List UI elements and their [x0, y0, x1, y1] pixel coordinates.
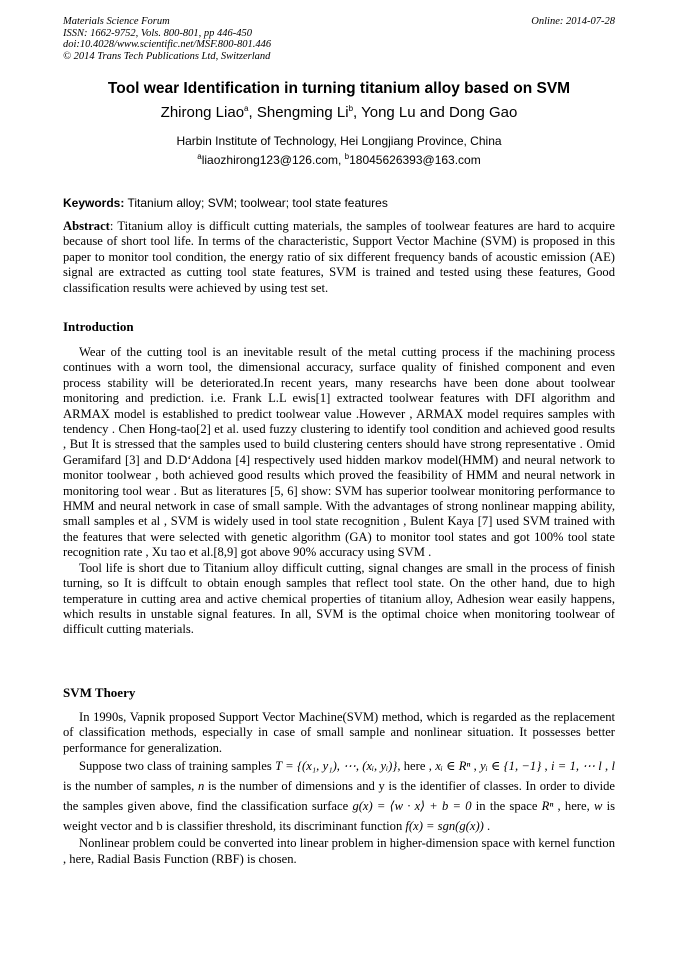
introduction-heading: Introduction [63, 319, 134, 334]
equation-l: l [611, 759, 615, 774]
equation-x: xᵢ ∈ Rⁿ [435, 759, 471, 774]
introduction-body [63, 345, 615, 638]
author-1-sup: a [244, 104, 249, 113]
affiliation: Harbin Institute of Technology, Hei Longjiang Province, China [176, 134, 502, 148]
emails [0, 153, 678, 167]
svm-paragraph-3: Nonlinear problem could be converted into linear problem in higher-dimension space with kernel function , here, Radial Basis Function (RBF) is chosen. [63, 836, 615, 866]
equation-n: n [197, 779, 205, 794]
copyright: © 2014 Trans Tech Publications Ltd, Switzerland [63, 50, 271, 62]
equation-discriminant: f(x) = sgn(g(x)) [405, 819, 484, 834]
svm-paragraph-1: In 1990s, Vapnik proposed Support Vector Machine(SVM) method, which is regarded as the replacement of classification methods, especially in case of small sample and nonlinear situation. It possesses better performance for generalization. [63, 710, 615, 755]
keywords-text: Titanium alloy; SVM; toolwear; tool state features [124, 196, 388, 210]
abstract [63, 219, 615, 296]
svm-body [63, 710, 615, 867]
equation-i: i = 1, ⋯ l [550, 759, 602, 774]
issn: ISSN: 1662-9752, Vols. 800-801, pp 446-450 [63, 27, 252, 39]
header-journal-info [63, 16, 271, 62]
keywords-label: Keywords: [63, 196, 125, 210]
abstract-label: Abstract [63, 219, 110, 233]
email-a-sup: a [197, 152, 202, 161]
equation-classification-surface: g(x) = ⟨w · x⟩ + b = 0 [352, 799, 472, 814]
email-b-sup: b [344, 152, 350, 161]
author-2-sup: b [348, 104, 354, 113]
author-1: Zhirong Liao [160, 104, 245, 121]
intro-paragraph-2: Tool life is short due to Titanium alloy difficult cutting, signal changes are small in the process of finish turning, so It is diffcult to obtain enough samples that reflect tool state. On the other hand, due to high temperature in cutting area and active chemical properties of titanium alloy, Adhesion wear easily happens, which results in unstable signal features. In all, SVM is the optimal choice when monitoring toolwear of difficult cutting materials. [63, 560, 615, 637]
paper-title: Tool wear Identification in turning titanium alloy based on SVM [107, 80, 571, 97]
authors-rest: , Yong Lu and Dong Gao [353, 104, 518, 121]
intro-paragraph-1: Wear of the cutting tool is an inevitable result of the metal cutting process if the machining process continues with a worn tool, the dimensional accuracy, surface quality of finished component and even process stability will be deteriorated.In recent years, many researchs have been done about toolwear monitoring and prediction. i.e. Frank L.L ewis[1] extracted toolwear features with DFI algorithm and ARMAX model is established to predict toolwear value .However , ARMAX model requires samples with tendency . Chen Hong-tao[2] et al. used fuzzy clustering to identify tool condition and achieved good results , But It is stressed that the samples used to build clustering centers should have strong representative . Omid Geramifard [3] and D.D‘Addona [4] respectively used hidden markov model(HMM) and neural network to monitor toolwear , both achieved good results which proved the feasibility of HMM and neural network in monitoring tool wear . But as literatures [5, 6] show: SVM has superior toolwear monitoring performance to HMM and neural network in case of small sample. With the advantages of strong nonlinear mapping ability, small samples et al , SVM is widely used in tool state recognition , Bulent Kaya [7] used SVM trained with the features that were selected with genetic algorithm (GA) to monitor tool states and got 100% tool state recognition rate , Xu tao et al.[8,9] got above 90% accuracy using SVM . [63, 345, 615, 560]
email-b[interactable]: 18045626393@163.com [349, 153, 481, 167]
doi: doi:10.4028/www.scientific.net/MSF.800-801.446 [63, 39, 272, 50]
author-2: Shengming Li [256, 104, 349, 121]
svm-paragraph-2: Suppose two class of training samples T = {(x₁, y₁), ⋯, (xᵢ, yᵢ)}, here , xᵢ ∈ Rⁿ , yᵢ ∈ {1, −1} , i = 1, ⋯ l , l is the number of samples, n is the number of dimensions and y is the identifier of classes. In order to divide the samples given above, find the classification surface g(x) = ⟨w · x⟩ + b = 0 in the space Rⁿ , here, w is weight vector and b is classifier threshold, its discriminant function f(x) = sgn(g(x)) . [63, 759, 616, 834]
authors: Zhirong Liao$^a$, Shengming Li$^b$, Yong Lu and Dong Gao [160, 104, 518, 121]
equation-training-set: T = {(x₁, y₁), ⋯, (xᵢ, yᵢ)} [275, 759, 398, 774]
email-a[interactable]: liaozhirong123@126.com, [201, 153, 345, 167]
equation-w: w [593, 799, 603, 814]
equation-y: yᵢ ∈ {1, −1} [480, 759, 542, 774]
keywords [63, 196, 615, 210]
online-date: Online: 2014-07-28 [531, 16, 615, 27]
svm-heading: SVM Thoery [63, 685, 136, 700]
equation-space: Rⁿ [541, 799, 554, 814]
journal-name: Materials Science Forum [63, 16, 170, 27]
abstract-text: : Titanium alloy is difficult cutting materials, the samples of toolwear features are hard to acquire because of short tool life. In terms of the characteristic, Support Vector Machine (SVM) is proposed in this paper to monitor tool condition, the energy ratio of six different frequency bands of acoustic emission (AE) signal are extracted as cutting tool state features, SVM is trained and tested using these features, Good classification results were achieved by using test set. [63, 219, 615, 295]
